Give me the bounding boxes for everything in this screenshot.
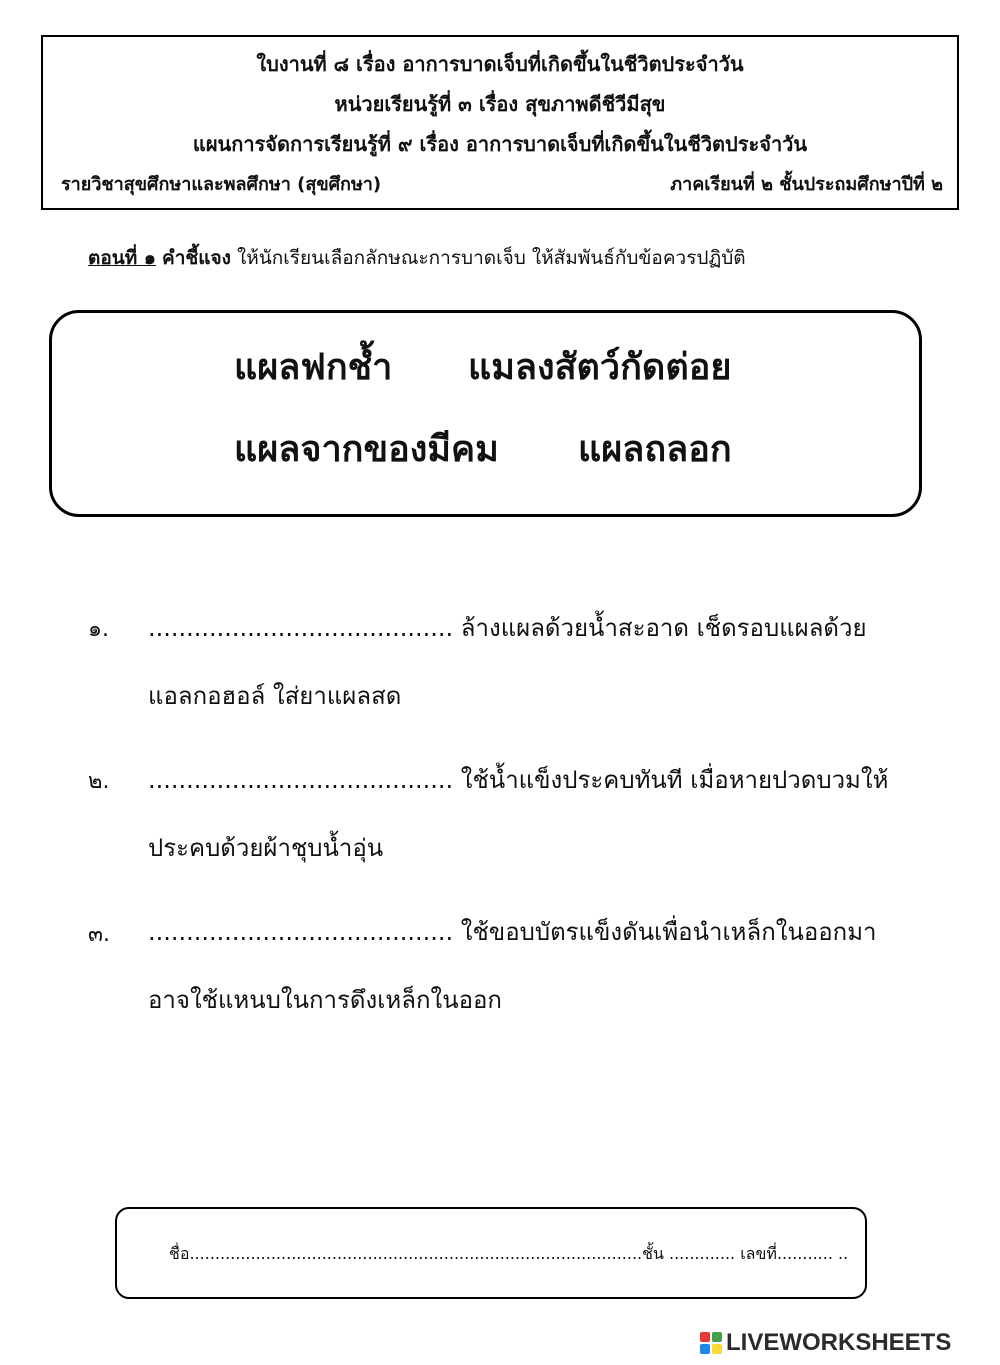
subject-name: รายวิชาสุขศึกษาและพลศึกษา (สุขศึกษา): [61, 174, 382, 195]
logo-square-icon: [700, 1332, 710, 1342]
logo-square-icon: [700, 1344, 710, 1354]
logo-square-icon: [712, 1332, 722, 1342]
choice-item[interactable]: แผลถลอก: [578, 429, 732, 470]
logo-square-icon: [712, 1344, 722, 1354]
unit-title: หน่วยเรียนรู้ที่ ๓ เรื่อง สุขภาพดีชีวีมีสุข: [334, 92, 666, 116]
question-number: ๒.: [88, 769, 110, 794]
question-text: ใช้น้ำแข็งประคบทันที เมื่อหายปวดบวมให้: [453, 766, 889, 794]
part-label: ตอนที่ ๑: [88, 247, 156, 269]
question-number: ๑.: [88, 617, 109, 642]
worksheet-title: ใบงานที่ ๘ เรื่อง อาการบาดเจ็บที่เกิดขึ้นในชีวิตประจำวัน: [256, 52, 744, 76]
instruction-text: ให้นักเรียนเลือกลักษณะการบาดเจ็บ ให้สัมพันธ์กับข้อควรปฏิบัติ: [230, 247, 746, 269]
term-grade: ภาคเรียนที่ ๒ ชั้นประถมศึกษาปีที่ ๒: [670, 174, 943, 195]
question-continuation: แอลกอฮอล์ ใส่ยาแผลสด: [148, 682, 402, 710]
choice-item[interactable]: แมลงสัตว์กัดต่อย: [468, 347, 732, 388]
liveworksheets-logo: [700, 1328, 951, 1358]
answer-blank[interactable]: ........................................: [148, 918, 454, 946]
question-continuation: ประคบด้วยผ้าชุบน้ำอุ่น: [148, 834, 384, 862]
instruction: [88, 242, 948, 274]
student-info-line[interactable]: ชื่อ.........................................................................................ชั้น ............. เลขที่........... ..: [169, 1244, 849, 1263]
choice-box: [49, 310, 922, 517]
question-line: [148, 760, 888, 800]
worksheet-header: [41, 35, 959, 210]
question-line: [148, 608, 867, 648]
instruction-label: คำชี้แจง: [162, 247, 231, 269]
choice-item[interactable]: แผลฟกช้ำ: [234, 347, 393, 388]
liveworksheets-logo-icon: [700, 1332, 722, 1354]
question-text: ใช้ขอบบัตรแข็งดันเพื่อนำเหล็กในออกมา: [453, 918, 877, 946]
question-line: [148, 912, 877, 952]
answer-blank[interactable]: ........................................: [148, 614, 454, 642]
question-text: ล้างแผลด้วยน้ำสะอาด เช็ดรอบแผลด้วย: [453, 614, 867, 642]
liveworksheets-logo-text: LIVEWORKSHEETS: [726, 1329, 952, 1356]
student-info-box: [115, 1207, 867, 1299]
question-number: ๓.: [88, 922, 111, 947]
subject-row: [61, 170, 943, 200]
question-continuation: อาจใช้แหนบในการดึงเหล็กในออก: [148, 986, 502, 1014]
lesson-plan-title: แผนการจัดการเรียนรู้ที่ ๙ เรื่อง อาการบาดเจ็บที่เกิดขึ้นในชีวิตประจำวัน: [192, 132, 808, 156]
choice-item[interactable]: แผลจากของมีคม: [234, 429, 499, 470]
answer-blank[interactable]: ........................................: [148, 766, 454, 794]
